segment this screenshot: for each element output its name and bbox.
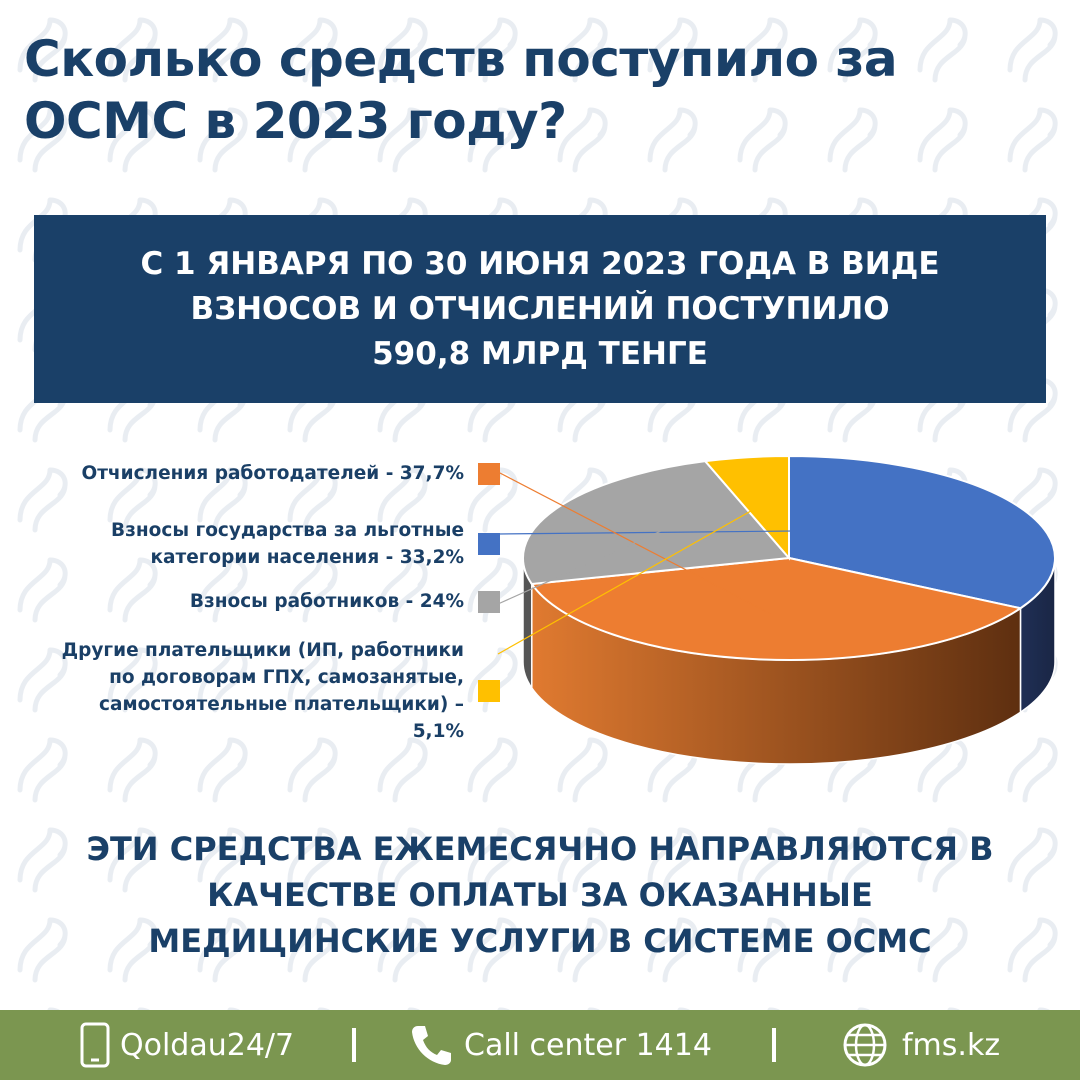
legend-label-line: самостоятельные плательщики) – — [99, 694, 464, 715]
banner-line-3: 590,8 МЛРД ТЕНГЕ — [372, 335, 708, 372]
banner-line-2: ВЗНОСОВ И ОТЧИСЛЕНИЙ ПОСТУПИЛО — [190, 290, 890, 327]
legend-label-line: категории населения - 33,2% — [150, 547, 464, 568]
footer-site[interactable] — [838, 1022, 1000, 1068]
footer-app[interactable] — [80, 1022, 294, 1068]
legend-item — [81, 460, 500, 487]
legend-label — [190, 588, 464, 615]
legend-swatch — [478, 533, 500, 555]
legend-swatch — [478, 680, 500, 702]
bottom-line-2: КАЧЕСТВЕ ОПЛАТЫ ЗА ОКАЗАННЫЕ — [207, 876, 873, 914]
footer-call[interactable] — [408, 1022, 712, 1068]
banner-line-1: С 1 ЯНВАРЯ ПО 30 ИЮНЯ 2023 ГОДА В ВИДЕ — [140, 245, 940, 282]
title-line-2: ОСМС в 2023 году? — [24, 92, 567, 150]
legend-item — [111, 517, 500, 571]
legend-label — [62, 637, 464, 745]
title-line-1: Сколько средств поступило за — [24, 30, 898, 88]
legend-label-line: 5,1% — [412, 721, 464, 742]
bottom-line-3: МЕДИЦИНСКИЕ УСЛУГИ В СИСТЕМЕ ОСМС — [148, 922, 932, 960]
legend-label-line: Взносы государства за льготные — [111, 520, 464, 541]
legend-label — [111, 517, 464, 571]
footer-app-label: Qoldau24/7 — [120, 1027, 295, 1063]
bottom-note — [30, 826, 1050, 964]
pie-tops — [523, 456, 1055, 660]
globe-icon — [838, 1022, 892, 1068]
legend-label-line: Взносы работников - 24% — [189, 591, 464, 612]
legend-label-line: Другие плательщики (ИП, работники — [61, 640, 464, 661]
legend-label — [81, 460, 464, 487]
footer-bar — [0, 1010, 1080, 1080]
legend-swatch — [478, 463, 500, 485]
legend-swatch — [478, 591, 500, 613]
footer-site-label: fms.kz — [902, 1027, 1001, 1063]
legend-label-line: по договорам ГПХ, самозанятые, — [109, 667, 464, 688]
bottom-line-1: ЭТИ СРЕДСТВА ЕЖЕМЕСЯЧНО НАПРАВЛЯЮТСЯ В — [86, 830, 994, 868]
legend-item — [190, 588, 500, 615]
legend-label-line: Отчисления работодателей - 37,7% — [81, 463, 464, 484]
smartphone-icon — [80, 1022, 110, 1068]
footer-separator-1 — [352, 1028, 356, 1062]
legend-item — [62, 637, 500, 745]
footer-call-label: Call center 1414 — [464, 1027, 712, 1063]
phone-icon — [408, 1022, 454, 1068]
footer-separator-2 — [772, 1028, 776, 1062]
